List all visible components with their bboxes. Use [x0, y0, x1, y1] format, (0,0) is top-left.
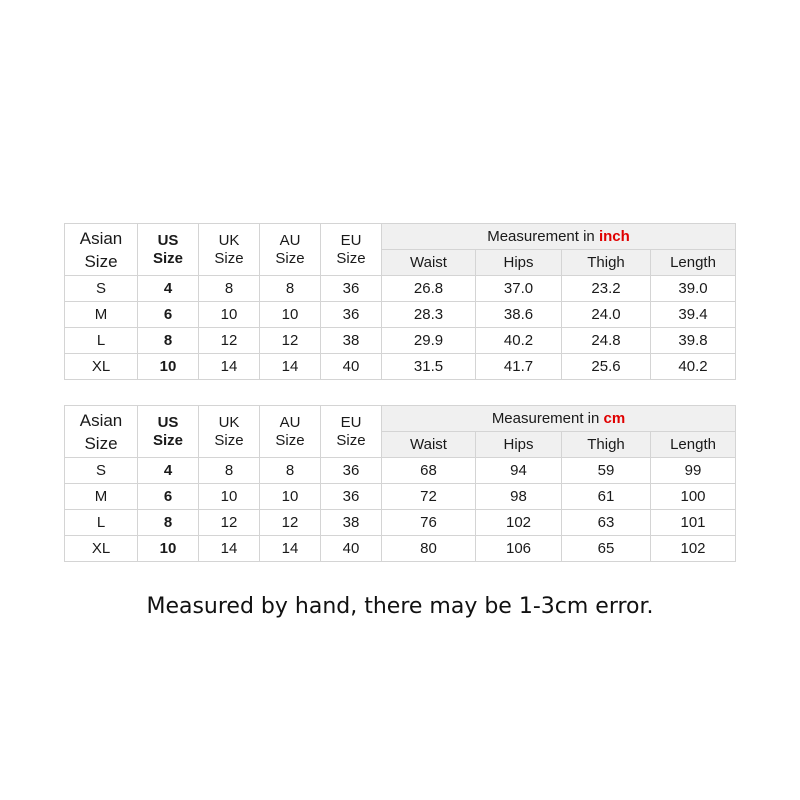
uk-size: 12: [199, 328, 260, 354]
asian-size: M: [65, 484, 138, 510]
uk-size-header: UK Size: [199, 406, 260, 458]
waist-value: 31.5: [382, 354, 476, 380]
eu-size-header: EU Size: [321, 406, 382, 458]
eu-size: 38: [321, 328, 382, 354]
table-row: [65, 302, 736, 328]
eu-size: 36: [321, 302, 382, 328]
length-value: 100: [651, 484, 736, 510]
table-row: [65, 484, 736, 510]
length-value: 40.2: [651, 354, 736, 380]
waist-header: Waist: [382, 432, 476, 458]
au-size: 8: [260, 276, 321, 302]
table-row: [65, 328, 736, 354]
waist-value: 26.8: [382, 276, 476, 302]
us-size-header: US Size: [138, 406, 199, 458]
eu-size: 40: [321, 354, 382, 380]
thigh-value: 61: [562, 484, 651, 510]
thigh-value: 65: [562, 536, 651, 562]
table-row: [65, 536, 736, 562]
table-row: [65, 458, 736, 484]
length-value: 39.4: [651, 302, 736, 328]
waist-value: 80: [382, 536, 476, 562]
eu-size-header: EU Size: [321, 224, 382, 276]
us-size: 8: [138, 510, 199, 536]
hips-header: Hips: [476, 250, 562, 276]
asian-size: L: [65, 328, 138, 354]
eu-size: 40: [321, 536, 382, 562]
thigh-value: 63: [562, 510, 651, 536]
au-size: 14: [260, 536, 321, 562]
length-header: Length: [651, 432, 736, 458]
eu-size: 36: [321, 458, 382, 484]
asian-size-header: Asian Size: [65, 406, 138, 458]
waist-value: 76: [382, 510, 476, 536]
unit-label: inch: [598, 227, 630, 245]
asian-size-header: Asian Size: [65, 224, 138, 276]
thigh-value: 24.8: [562, 328, 651, 354]
us-size: 6: [138, 484, 199, 510]
length-value: 102: [651, 536, 736, 562]
length-value: 39.0: [651, 276, 736, 302]
waist-value: 72: [382, 484, 476, 510]
us-size: 8: [138, 328, 199, 354]
table-row: [65, 276, 736, 302]
au-size: 10: [260, 302, 321, 328]
thigh-value: 59: [562, 458, 651, 484]
unit-label: cm: [603, 409, 626, 427]
asian-size: L: [65, 510, 138, 536]
au-size: 10: [260, 484, 321, 510]
waist-value: 28.3: [382, 302, 476, 328]
asian-size: S: [65, 458, 138, 484]
hips-value: 38.6: [476, 302, 562, 328]
uk-size-header: UK Size: [199, 224, 260, 276]
eu-size: 36: [321, 484, 382, 510]
measurement-header: Measurement in inch: [382, 224, 736, 250]
hips-value: 37.0: [476, 276, 562, 302]
table-row: [65, 354, 736, 380]
waist-value: 29.9: [382, 328, 476, 354]
thigh-value: 25.6: [562, 354, 651, 380]
hips-value: 102: [476, 510, 562, 536]
thigh-value: 23.2: [562, 276, 651, 302]
uk-size: 12: [199, 510, 260, 536]
size-table-inch: [64, 223, 736, 380]
thigh-value: 24.0: [562, 302, 651, 328]
uk-size: 10: [199, 484, 260, 510]
hips-header: Hips: [476, 432, 562, 458]
us-size: 10: [138, 354, 199, 380]
us-size: 4: [138, 276, 199, 302]
thigh-header: Thigh: [562, 432, 651, 458]
length-value: 99: [651, 458, 736, 484]
size-table-cm: [64, 405, 736, 562]
au-size-header: AU Size: [260, 406, 321, 458]
us-size: 4: [138, 458, 199, 484]
us-size: 6: [138, 302, 199, 328]
waist-value: 68: [382, 458, 476, 484]
hips-value: 106: [476, 536, 562, 562]
eu-size: 38: [321, 510, 382, 536]
length-value: 101: [651, 510, 736, 536]
au-size: 14: [260, 354, 321, 380]
hips-value: 94: [476, 458, 562, 484]
hips-value: 40.2: [476, 328, 562, 354]
measurement-note: Measured by hand, there may be 1-3cm error.: [146, 594, 654, 619]
eu-size: 36: [321, 276, 382, 302]
hips-value: 98: [476, 484, 562, 510]
au-size-header: AU Size: [260, 224, 321, 276]
us-size: 10: [138, 536, 199, 562]
uk-size: 14: [199, 354, 260, 380]
uk-size: 10: [199, 302, 260, 328]
asian-size: S: [65, 276, 138, 302]
measurement-header: Measurement in cm: [382, 406, 736, 432]
asian-size: XL: [65, 354, 138, 380]
asian-size: XL: [65, 536, 138, 562]
uk-size: 8: [199, 276, 260, 302]
asian-size: M: [65, 302, 138, 328]
hips-value: 41.7: [476, 354, 562, 380]
uk-size: 14: [199, 536, 260, 562]
table-row: [65, 510, 736, 536]
thigh-header: Thigh: [562, 250, 651, 276]
au-size: 12: [260, 510, 321, 536]
waist-header: Waist: [382, 250, 476, 276]
au-size: 8: [260, 458, 321, 484]
length-header: Length: [651, 250, 736, 276]
length-value: 39.8: [651, 328, 736, 354]
uk-size: 8: [199, 458, 260, 484]
us-size-header: US Size: [138, 224, 199, 276]
au-size: 12: [260, 328, 321, 354]
